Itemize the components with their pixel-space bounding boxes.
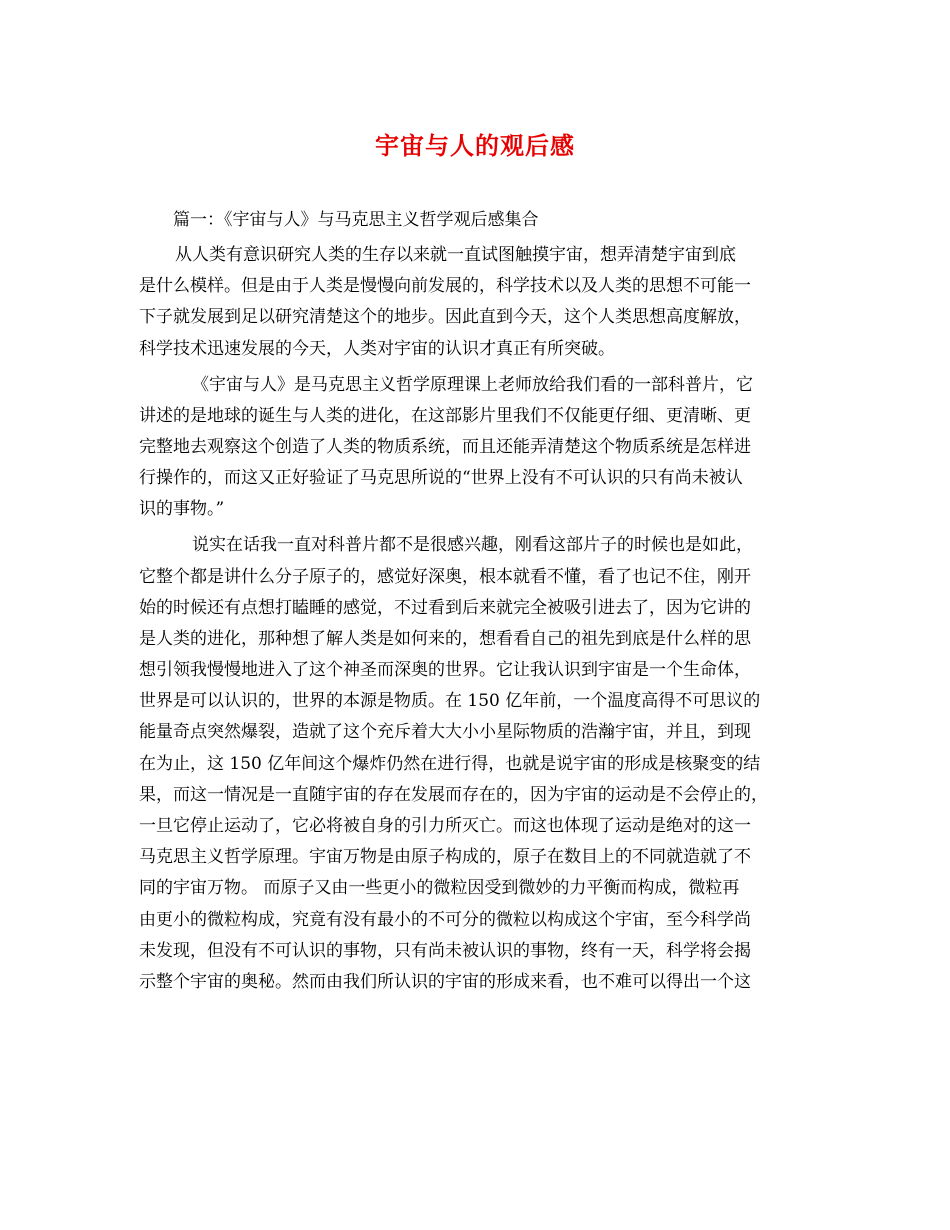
text-line: 马克思主义哲学原理。宇宙万物是由原子构成的，原子在数目上的不同就造就了不 — [139, 847, 751, 868]
paragraph-3 — [139, 530, 817, 998]
text-line: 能量奇点突然爆裂，造就了这个充斥着大大小小星际物质的浩瀚宇宙，并且，到现 — [139, 722, 751, 743]
text-line: 识的事物。” — [139, 499, 225, 520]
text-line: 《宇宙与人》是马克思主义哲学原理课上老师放给我们看的一部科普片，它 — [192, 374, 753, 395]
text-line: 是什么模样。但是由于人类是慢慢向前发展的，科学技术以及人类的思想不可能一 — [139, 276, 751, 297]
text-line: 行操作的，而这又正好验证了马克思所说的“世界上没有不可认识的只有尚未被认 — [139, 468, 743, 489]
text-line: 完整地去观察这个创造了人类的物质系统，而且还能弄清楚这个物质系统是怎样进 — [139, 436, 751, 457]
text-line: 世界是可以认识的，世界的本源是物质。在 150 亿年前，一个温度高得不可思议的 — [139, 691, 761, 712]
text-line: 下子就发展到足以研究清楚这个的地步。因此直到今天，这个人类思想高度解放， — [139, 307, 751, 328]
text-line: 说实在话我一直对科普片都不是很感兴趣，刚看这部片子的时候也是如此， — [192, 535, 753, 556]
text-line: 同的宇宙万物。 而原子又由一些更小的微粒因受到微妙的力平衡而构成，微粒再 — [139, 878, 740, 899]
text-line: 讲述的是地球的诞生与人类的进化，在这部影片里我们不仅能更仔细、更清晰、更 — [139, 405, 751, 426]
article-body — [139, 240, 817, 998]
document-title: 宇宙与人的观后感 — [375, 131, 575, 160]
text-line: 想引领我慢慢地进入了这个神圣而深奥的世界。它让我认识到宇宙是一个生命体， — [139, 660, 751, 681]
text-line: 科学技术迅速发展的今天，人类对宇宙的认识才真正有所突破。 — [139, 338, 615, 359]
article-subtitle: 篇一：《宇宙与人》与马克思主义哲学观后感集合 — [173, 210, 539, 230]
text-line: 从人类有意识研究人类的生存以来就一直试图触摸宇宙，想弄清楚宇宙到底 — [175, 245, 736, 265]
text-line: 由更小的微粒构成，究竟有没有最小的不可分的微粒以构成这个宇宙，至今科学尚 — [139, 909, 751, 930]
text-line: 果，而这一情况是一直随宇宙的存在发展而存在的，因为宇宙的运动是不会停止的， — [139, 784, 768, 805]
text-line: 是人类的进化，那种想了解人类是如何来的，想看看自己的祖先到底是什么样的思 — [139, 628, 751, 649]
text-line: 它整个都是讲什么分子原子的，感觉好深奥，根本就看不懂，看了也记不住，刚开 — [139, 566, 751, 587]
text-line: 始的时候还有点想打瞌睡的感觉，不过看到后来就完全被吸引进去了，因为它讲的 — [139, 597, 751, 618]
paragraph-1 — [139, 240, 817, 370]
text-line: 在为止，这 150 亿年间这个爆炸仍然在进行得，也就是说宇宙的形成是核聚变的结 — [139, 753, 761, 774]
text-line: 示整个宇宙的奥秘。然而由我们所认识的宇宙的形成来看，也不难可以得出一个这 — [139, 971, 751, 992]
paragraph-2 — [139, 370, 817, 531]
text-line: 未发现，但没有不可认识的事物，只有尚未被认识的事物，终有一天，科学将会揭 — [139, 940, 751, 961]
text-line: 一旦它停止运动了，它必将被自身的引力所灭亡。而这也体现了运动是绝对的这一 — [139, 816, 751, 836]
